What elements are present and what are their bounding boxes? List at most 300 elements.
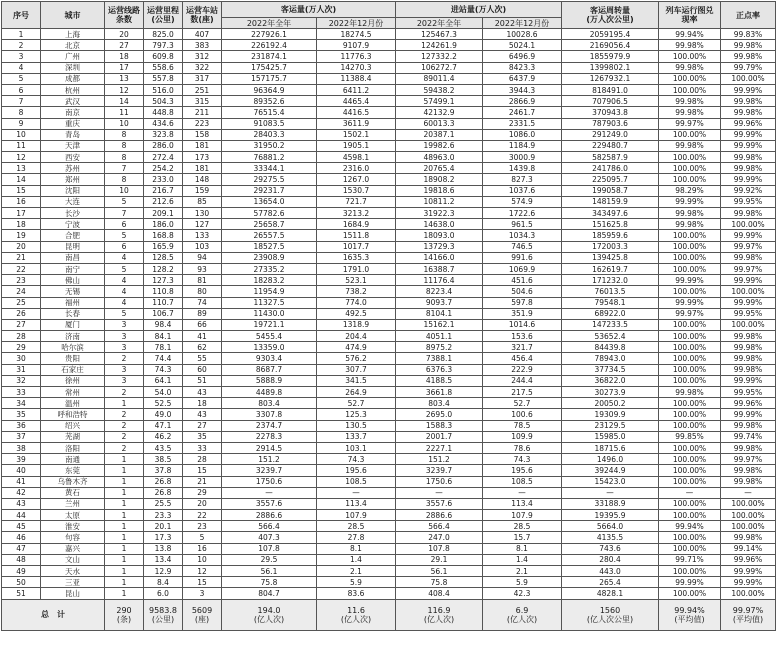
- cell-entry-year: 48963.0: [396, 152, 483, 163]
- cell-mileage: 165.9: [144, 241, 183, 252]
- cell-passenger-year: 566.4: [222, 521, 317, 532]
- cell-city: 三亚: [41, 577, 105, 588]
- cell-entry-year: 9093.7: [396, 297, 483, 308]
- cell-mileage: 448.8: [144, 107, 183, 118]
- cell-punctuality: 99.98%: [721, 476, 776, 487]
- cell-ontime-rate: 100.00%: [659, 241, 721, 252]
- cell-passenger-dec: 1502.1: [317, 129, 396, 140]
- cell-stations: 60: [183, 364, 222, 375]
- cell-entry-dec: 74.3: [483, 454, 562, 465]
- cell-ontime-rate: 99.99%: [659, 577, 721, 588]
- cell-city: 昆山: [41, 588, 105, 599]
- cell-seq: 45: [2, 521, 41, 532]
- cell-stations: 211: [183, 107, 222, 118]
- cell-city: 贵阳: [41, 353, 105, 364]
- cell-passenger-dec: 307.7: [317, 364, 396, 375]
- cell-seq: 25: [2, 297, 41, 308]
- cell-punctuality: 100.00%: [721, 588, 776, 599]
- cell-seq: 46: [2, 532, 41, 543]
- cell-entry-dec: 2.1: [483, 566, 562, 577]
- cell-ontime-rate: 100.00%: [659, 73, 721, 84]
- cell-seq: 8: [2, 107, 41, 118]
- cell-ontime-rate: 100.00%: [659, 353, 721, 364]
- cell-city: 厦门: [41, 319, 105, 330]
- cell-entry-dec: 10028.6: [483, 29, 562, 40]
- cell-entry-year: 247.0: [396, 532, 483, 543]
- cell-passenger-year: 11327.5: [222, 297, 317, 308]
- cell-lines: 5: [105, 230, 144, 241]
- cell-passenger-year: 76515.4: [222, 107, 317, 118]
- cell-ontime-rate: 100.00%: [659, 454, 721, 465]
- cell-entry-dec: 3944.3: [483, 84, 562, 95]
- table-row: [2, 62, 776, 73]
- cell-turnover: 4828.1: [562, 588, 659, 599]
- table-row: [2, 398, 776, 409]
- cell-passenger-year: 3557.6: [222, 498, 317, 509]
- cell-entry-dec: 746.5: [483, 241, 562, 252]
- total-entry-dec-unit: (亿人次): [506, 614, 538, 624]
- cell-seq: 2: [2, 40, 41, 51]
- cell-entry-dec: 1086.0: [483, 129, 562, 140]
- cell-lines: 1: [105, 487, 144, 498]
- cell-passenger-dec: 1684.9: [317, 219, 396, 230]
- cell-passenger-dec: 11388.4: [317, 73, 396, 84]
- cell-lines: 3: [105, 364, 144, 375]
- cell-stations: 223: [183, 118, 222, 129]
- cell-entry-year: 124261.9: [396, 40, 483, 51]
- cell-turnover: 4135.5: [562, 532, 659, 543]
- cell-entry-dec: 1037.6: [483, 185, 562, 196]
- cell-punctuality: 99.79%: [721, 62, 776, 73]
- cell-stations: 89: [183, 308, 222, 319]
- cell-stations: 27: [183, 420, 222, 431]
- header-lines: [105, 2, 144, 29]
- cell-entry-year: 18908.2: [396, 174, 483, 185]
- total-label: 总 计: [2, 599, 105, 630]
- cell-ontime-rate: 100.00%: [659, 319, 721, 330]
- cell-passenger-dec: 738.2: [317, 286, 396, 297]
- cell-entry-year: 59438.2: [396, 84, 483, 95]
- cell-mileage: 106.7: [144, 308, 183, 319]
- table-row: [2, 174, 776, 185]
- cell-passenger-year: 2278.3: [222, 431, 317, 442]
- cell-entry-dec: 78.6: [483, 442, 562, 453]
- total-ontime-rate: [659, 599, 721, 630]
- cell-entry-dec: 2461.7: [483, 107, 562, 118]
- cell-seq: 32: [2, 375, 41, 386]
- cell-ontime-rate: 100.00%: [659, 465, 721, 476]
- cell-ontime-rate: 100.00%: [659, 286, 721, 297]
- total-punctuality-value: 99.97%: [732, 605, 764, 615]
- cell-entry-year: 4188.5: [396, 375, 483, 386]
- table-row: [2, 286, 776, 297]
- cell-stations: 16: [183, 543, 222, 554]
- cell-stations: 148: [183, 174, 222, 185]
- cell-city: 天津: [41, 140, 105, 151]
- cell-turnover: 2169056.4: [562, 40, 659, 51]
- cell-entry-dec: 1439.8: [483, 163, 562, 174]
- cell-punctuality: 99.98%: [721, 342, 776, 353]
- cell-turnover: 1496.0: [562, 454, 659, 465]
- cell-entry-dec: 827.3: [483, 174, 562, 185]
- table-row: [2, 387, 776, 398]
- table-row: [2, 487, 776, 498]
- cell-seq: 14: [2, 174, 41, 185]
- cell-punctuality: 99.99%: [721, 129, 776, 140]
- cell-turnover: 241786.0: [562, 163, 659, 174]
- cell-mileage: 434.6: [144, 118, 183, 129]
- cell-ontime-rate: 100.00%: [659, 230, 721, 241]
- cell-seq: 29: [2, 342, 41, 353]
- cell-seq: 15: [2, 185, 41, 196]
- cell-lines: 2: [105, 431, 144, 442]
- cell-ontime-rate: 99.98%: [659, 40, 721, 51]
- cell-seq: 24: [2, 286, 41, 297]
- table-row: [2, 319, 776, 330]
- total-passenger-year: [222, 599, 317, 630]
- cell-turnover: 343497.6: [562, 208, 659, 219]
- cell-turnover: 39244.9: [562, 465, 659, 476]
- cell-turnover: 139425.8: [562, 252, 659, 263]
- cell-passenger-dec: 8.1: [317, 543, 396, 554]
- cell-stations: 127: [183, 219, 222, 230]
- cell-mileage: 168.8: [144, 230, 183, 241]
- cell-mileage: 78.1: [144, 342, 183, 353]
- cell-passenger-year: 25658.7: [222, 219, 317, 230]
- cell-lines: 1: [105, 532, 144, 543]
- header-city: 城市: [41, 2, 105, 29]
- cell-entry-dec: 217.5: [483, 387, 562, 398]
- cell-stations: 28: [183, 454, 222, 465]
- cell-entry-year: 151.2: [396, 454, 483, 465]
- cell-mileage: 74.3: [144, 364, 183, 375]
- cell-turnover: 199058.7: [562, 185, 659, 196]
- cell-seq: 44: [2, 510, 41, 521]
- cell-turnover: 172003.3: [562, 241, 659, 252]
- cell-entry-dec: 108.5: [483, 476, 562, 487]
- table-row: [2, 196, 776, 207]
- cell-entry-year: 3239.7: [396, 465, 483, 476]
- cell-lines: 4: [105, 286, 144, 297]
- cell-turnover: 30273.9: [562, 387, 659, 398]
- header-turnover: [562, 2, 659, 29]
- cell-ontime-rate: 100.00%: [659, 342, 721, 353]
- cell-mileage: 209.1: [144, 208, 183, 219]
- cell-lines: 1: [105, 454, 144, 465]
- cell-passenger-dec: 27.8: [317, 532, 396, 543]
- cell-mileage: 323.8: [144, 129, 183, 140]
- cell-turnover: 818491.0: [562, 84, 659, 95]
- cell-ontime-rate: 100.00%: [659, 51, 721, 62]
- cell-seq: 26: [2, 308, 41, 319]
- cell-entry-year: 3557.6: [396, 498, 483, 509]
- cell-ontime-rate: 99.98%: [659, 387, 721, 398]
- cell-passenger-dec: 125.3: [317, 409, 396, 420]
- cell-city: 武汉: [41, 96, 105, 107]
- cell-city: 绍兴: [41, 420, 105, 431]
- cell-seq: 34: [2, 398, 41, 409]
- table-row: [2, 263, 776, 274]
- cell-lines: 5: [105, 263, 144, 274]
- table-row: [2, 577, 776, 588]
- total-stations: [183, 599, 222, 630]
- table-row: [2, 51, 776, 62]
- cell-city: 苏州: [41, 163, 105, 174]
- cell-ontime-rate: —: [659, 487, 721, 498]
- cell-turnover: 1399802.1: [562, 62, 659, 73]
- cell-mileage: 6.0: [144, 588, 183, 599]
- table-header: [2, 2, 776, 29]
- table-body: [2, 29, 776, 600]
- cell-lines: 8: [105, 129, 144, 140]
- cell-entry-year: 2695.0: [396, 409, 483, 420]
- cell-passenger-year: 18527.5: [222, 241, 317, 252]
- cell-lines: 1: [105, 543, 144, 554]
- cell-lines: 4: [105, 275, 144, 286]
- cell-entry-year: 803.4: [396, 398, 483, 409]
- cell-mileage: 110.8: [144, 286, 183, 297]
- cell-mileage: 128.2: [144, 263, 183, 274]
- cell-passenger-year: 33344.1: [222, 163, 317, 174]
- cell-punctuality: 99.96%: [721, 398, 776, 409]
- cell-seq: 4: [2, 62, 41, 73]
- cell-city: 温州: [41, 398, 105, 409]
- cell-entry-year: 29.1: [396, 554, 483, 565]
- cell-punctuality: 99.95%: [721, 196, 776, 207]
- cell-seq: 40: [2, 465, 41, 476]
- cell-turnover: 53652.4: [562, 331, 659, 342]
- cell-stations: 173: [183, 152, 222, 163]
- cell-entry-dec: 244.4: [483, 375, 562, 386]
- cell-entry-dec: 574.9: [483, 196, 562, 207]
- cell-ontime-rate: 100.00%: [659, 129, 721, 140]
- cell-punctuality: 99.99%: [721, 409, 776, 420]
- header-lines-line2: 条数: [116, 15, 132, 24]
- cell-entry-dec: 2331.5: [483, 118, 562, 129]
- cell-passenger-year: 76881.2: [222, 152, 317, 163]
- cell-turnover: 582587.9: [562, 152, 659, 163]
- cell-passenger-dec: 474.9: [317, 342, 396, 353]
- cell-entry-dec: 153.6: [483, 331, 562, 342]
- cell-city: 重庆: [41, 118, 105, 129]
- cell-ontime-rate: 99.99%: [659, 196, 721, 207]
- cell-city: 杭州: [41, 84, 105, 95]
- table-row: [2, 588, 776, 599]
- cell-entry-year: 125467.3: [396, 29, 483, 40]
- cell-punctuality: 99.96%: [721, 554, 776, 565]
- cell-city: 兰州: [41, 498, 105, 509]
- cell-ontime-rate: 99.97%: [659, 308, 721, 319]
- cell-entry-dec: 351.9: [483, 308, 562, 319]
- cell-lines: 18: [105, 51, 144, 62]
- table-row: [2, 420, 776, 431]
- cell-passenger-dec: 721.7: [317, 196, 396, 207]
- cell-ontime-rate: 100.00%: [659, 84, 721, 95]
- cell-ontime-rate: 99.94%: [659, 29, 721, 40]
- cell-mileage: 46.2: [144, 431, 183, 442]
- table-row: [2, 532, 776, 543]
- cell-entry-dec: 1722.6: [483, 208, 562, 219]
- table-row: [2, 409, 776, 420]
- cell-seq: 37: [2, 431, 41, 442]
- cell-lines: 5: [105, 196, 144, 207]
- table-row: [2, 431, 776, 442]
- cell-passenger-year: 23908.9: [222, 252, 317, 263]
- cell-passenger-dec: 1905.1: [317, 140, 396, 151]
- cell-passenger-year: 175425.7: [222, 62, 317, 73]
- cell-turnover: 15423.0: [562, 476, 659, 487]
- cell-stations: 10: [183, 554, 222, 565]
- total-entry-year-unit: (亿人次): [423, 614, 455, 624]
- cell-city: 芜湖: [41, 431, 105, 442]
- cell-entry-year: 4051.1: [396, 331, 483, 342]
- cell-mileage: 797.3: [144, 40, 183, 51]
- cell-mileage: 825.0: [144, 29, 183, 40]
- cell-stations: 181: [183, 163, 222, 174]
- cell-entry-dec: 456.4: [483, 353, 562, 364]
- cell-passenger-dec: 14270.3: [317, 62, 396, 73]
- cell-lines: 17: [105, 62, 144, 73]
- cell-entry-year: 127332.2: [396, 51, 483, 62]
- cell-punctuality: 100.00%: [721, 498, 776, 509]
- table-row: [2, 73, 776, 84]
- cell-turnover: 37734.5: [562, 364, 659, 375]
- cell-ontime-rate: 100.00%: [659, 476, 721, 487]
- cell-entry-year: 3661.8: [396, 387, 483, 398]
- cell-turnover: 36822.0: [562, 375, 659, 386]
- cell-mileage: 52.5: [144, 398, 183, 409]
- cell-passenger-dec: 264.9: [317, 387, 396, 398]
- cell-stations: 21: [183, 476, 222, 487]
- cell-turnover: 225095.7: [562, 174, 659, 185]
- total-stations-value: 5609: [191, 605, 213, 615]
- cell-passenger-year: 56.1: [222, 566, 317, 577]
- table-row: [2, 353, 776, 364]
- cell-passenger-year: 157175.7: [222, 73, 317, 84]
- cell-entry-dec: 1184.9: [483, 140, 562, 151]
- cell-passenger-dec: 113.4: [317, 498, 396, 509]
- cell-ontime-rate: 100.00%: [659, 420, 721, 431]
- cell-passenger-dec: 576.2: [317, 353, 396, 364]
- cell-ontime-rate: 100.00%: [659, 532, 721, 543]
- cell-turnover: 78943.0: [562, 353, 659, 364]
- cell-city: 南京: [41, 107, 105, 118]
- cell-passenger-year: 28403.3: [222, 129, 317, 140]
- cell-entry-dec: 5.9: [483, 577, 562, 588]
- table-row: [2, 230, 776, 241]
- cell-seq: 6: [2, 84, 41, 95]
- cell-seq: 50: [2, 577, 41, 588]
- cell-lines: 8: [105, 152, 144, 163]
- cell-seq: 30: [2, 353, 41, 364]
- cell-turnover: 84439.8: [562, 342, 659, 353]
- total-entry-year-value: 116.9: [427, 605, 451, 615]
- header-stations: [183, 2, 222, 29]
- cell-stations: 322: [183, 62, 222, 73]
- cell-lines: 14: [105, 96, 144, 107]
- cell-passenger-year: 29231.7: [222, 185, 317, 196]
- cell-ontime-rate: 99.98%: [659, 208, 721, 219]
- cell-punctuality: 99.98%: [721, 331, 776, 342]
- cell-entry-year: 107.8: [396, 543, 483, 554]
- cell-entry-year: 20387.1: [396, 129, 483, 140]
- cell-turnover: 162619.7: [562, 263, 659, 274]
- cell-lines: 1: [105, 577, 144, 588]
- cell-punctuality: 99.99%: [721, 174, 776, 185]
- cell-stations: 23: [183, 521, 222, 532]
- cell-city: 大连: [41, 196, 105, 207]
- cell-city: 太原: [41, 510, 105, 521]
- cell-entry-dec: 8.1: [483, 543, 562, 554]
- cell-punctuality: 99.98%: [721, 420, 776, 431]
- cell-passenger-dec: 6411.2: [317, 84, 396, 95]
- cell-entry-dec: 991.6: [483, 252, 562, 263]
- cell-ontime-rate: 100.00%: [659, 498, 721, 509]
- table-row: [2, 476, 776, 487]
- cell-ontime-rate: 99.98%: [659, 62, 721, 73]
- cell-lines: 2: [105, 353, 144, 364]
- cell-ontime-rate: 99.94%: [659, 521, 721, 532]
- table-row: [2, 118, 776, 129]
- cell-punctuality: 99.99%: [721, 230, 776, 241]
- cell-entry-dec: 52.7: [483, 398, 562, 409]
- cell-entry-dec: 597.8: [483, 297, 562, 308]
- table-row: [2, 364, 776, 375]
- cell-entry-dec: 6437.9: [483, 73, 562, 84]
- cell-seq: 21: [2, 252, 41, 263]
- header-entry-dec: 2022年12月份: [483, 18, 562, 29]
- cell-passenger-dec: 5.9: [317, 577, 396, 588]
- cell-lines: 1: [105, 566, 144, 577]
- total-passenger-year-value: 194.0: [257, 605, 281, 615]
- cell-entry-year: 42132.9: [396, 107, 483, 118]
- cell-turnover: 68922.0: [562, 308, 659, 319]
- cell-ontime-rate: 99.98%: [659, 96, 721, 107]
- cell-seq: 3: [2, 51, 41, 62]
- cell-entry-dec: 1069.9: [483, 263, 562, 274]
- cell-mileage: 26.8: [144, 487, 183, 498]
- cell-mileage: 558.6: [144, 62, 183, 73]
- cell-entry-dec: 113.4: [483, 498, 562, 509]
- cell-punctuality: 99.99%: [721, 275, 776, 286]
- cell-city: 黄石: [41, 487, 105, 498]
- table-row: [2, 152, 776, 163]
- cell-mileage: 12.9: [144, 566, 183, 577]
- cell-passenger-dec: 1530.7: [317, 185, 396, 196]
- cell-stations: 66: [183, 319, 222, 330]
- total-entry-year: [396, 599, 483, 630]
- cell-seq: 5: [2, 73, 41, 84]
- cell-ontime-rate: 99.98%: [659, 107, 721, 118]
- cell-passenger-year: 75.8: [222, 577, 317, 588]
- cell-passenger-dec: 4598.1: [317, 152, 396, 163]
- cell-lines: 1: [105, 588, 144, 599]
- cell-ontime-rate: 99.98%: [659, 219, 721, 230]
- cell-stations: 15: [183, 577, 222, 588]
- cell-seq: 36: [2, 420, 41, 431]
- table-row: [2, 566, 776, 577]
- table-row: [2, 208, 776, 219]
- cell-ontime-rate: 100.00%: [659, 566, 721, 577]
- cell-stations: 94: [183, 252, 222, 263]
- cell-city: 合肥: [41, 230, 105, 241]
- cell-mileage: 186.0: [144, 219, 183, 230]
- cell-city: 无锡: [41, 286, 105, 297]
- cell-stations: 15: [183, 465, 222, 476]
- cell-mileage: 516.0: [144, 84, 183, 95]
- cell-ontime-rate: 100.00%: [659, 364, 721, 375]
- table-row: [2, 40, 776, 51]
